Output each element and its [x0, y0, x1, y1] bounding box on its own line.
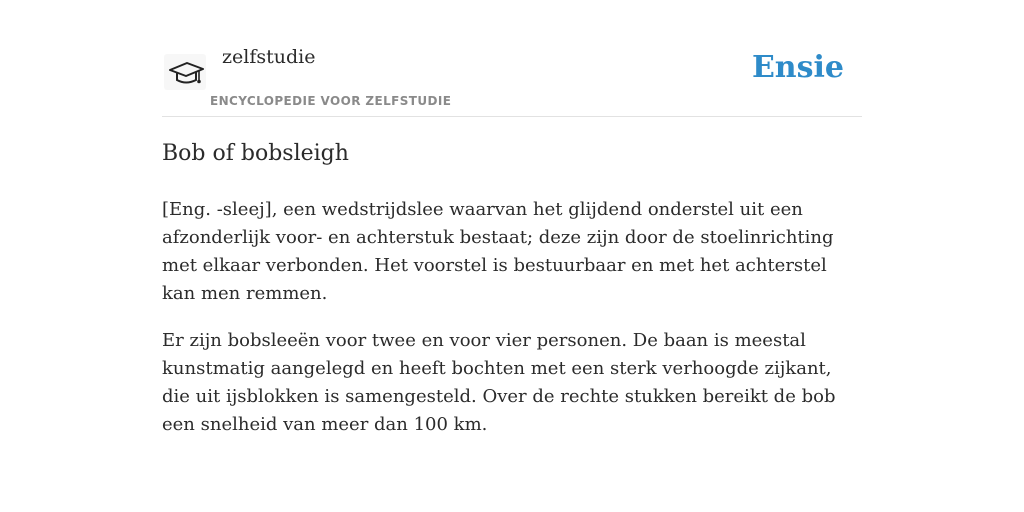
- article-title: Bob of bobsleigh: [162, 141, 349, 166]
- article: [162, 138, 864, 458]
- site-logo[interactable]: [164, 54, 206, 90]
- site-tagline: ENCYCLOPEDIE VOOR ZELFSTUDIE: [210, 94, 452, 108]
- article-paragraph: [Eng. -sleej], een wedstrijdslee waarvan het glijdend onderstel uit een afzonderlijk voor- en achterstuk bestaat; deze zijn door de stoelinrichting met elkaar verbonden. Het voorstel is bestuurbaar en met het achterstel kan men remmen.: [162, 199, 834, 304]
- site-header: [162, 36, 862, 117]
- site-name[interactable]: zelfstudie: [222, 46, 316, 68]
- article-paragraph: Er zijn bobsleeën voor twee en voor vier personen. De baan is meestal kunstmatig aangelegd en heeft bochten met een sterk verhoogde zijkant, die uit ijsblokken is samengesteld. Over de rechte stukken bereikt de bob een snelheid van meer dan 100 km.: [162, 330, 836, 435]
- brand-logo-link[interactable]: Ensie: [751, 50, 844, 85]
- graduation-cap-icon: [168, 58, 204, 88]
